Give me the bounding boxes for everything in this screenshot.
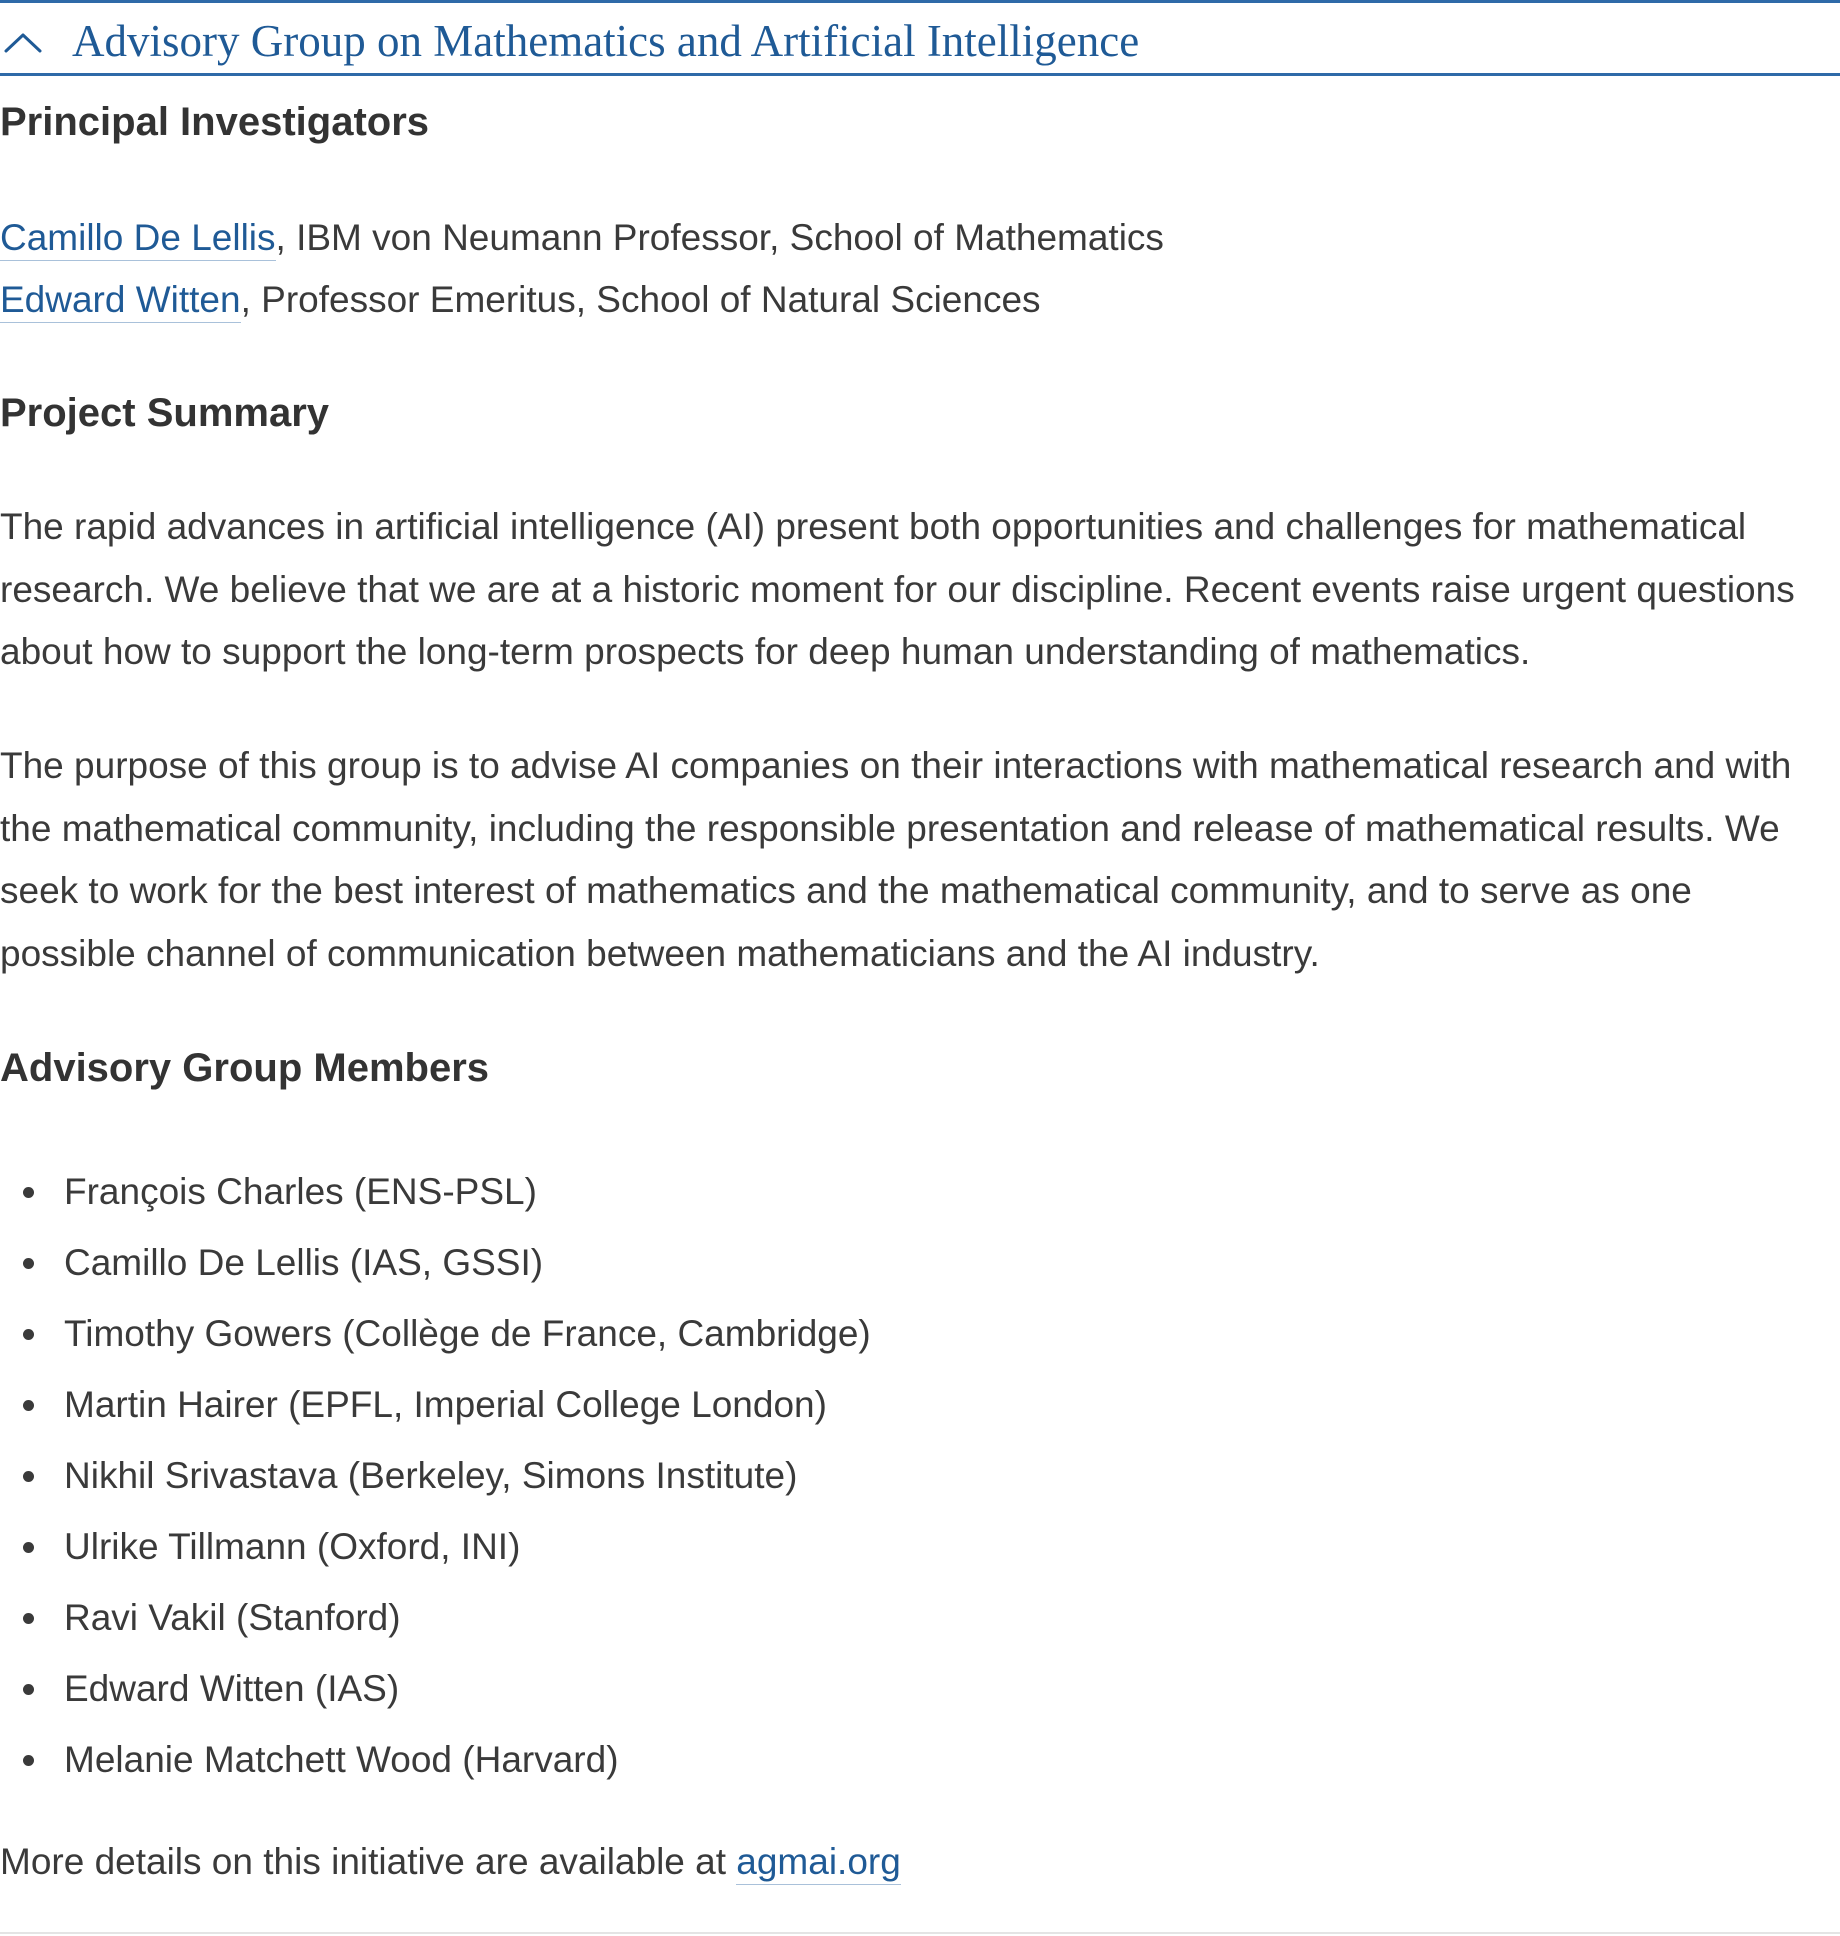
list-item	[0, 1724, 1200, 1795]
list-item	[0, 1227, 1200, 1298]
member-name: Edward Witten (IAS)	[64, 1668, 400, 1709]
bullet	[23, 1258, 34, 1269]
chevron-up-icon	[4, 31, 42, 55]
member-name: Melanie Matchett Wood (Harvard)	[64, 1739, 619, 1780]
member-name: Timothy Gowers (Collège de France, Cambridge)	[64, 1313, 871, 1354]
member-name: Nikhil Srivastava (Berkeley, Simons Institute)	[64, 1455, 798, 1496]
list-item	[0, 1156, 1200, 1227]
investigator-role: , IBM von Neumann Professor, School of Mathematics	[275, 217, 1164, 258]
investigator-link-de-lellis[interactable]: Camillo De Lellis	[0, 217, 276, 261]
member-name: Ravi Vakil (Stanford)	[64, 1597, 401, 1638]
summary-paragraph: The rapid advances in artificial intelligence (AI) present both opportunities and challenges for mathematical research. We believe that we are at a historic moment for our discipline. Recent events raise urgent questions about how to support the long-term prospects for deep human understanding of mathematics.	[0, 506, 1795, 672]
member-name: Martin Hairer (EPFL, Imperial College London)	[64, 1384, 827, 1425]
list-item	[0, 1653, 1200, 1724]
bullet	[23, 1684, 34, 1695]
accordion-divider	[0, 73, 1840, 76]
accordion-toggle[interactable]	[0, 3, 1840, 75]
summary-paragraph: The purpose of this group is to advise AI companies on their interactions with mathematical research and with the mathematical community, including the responsible presentation and release of mathematical results. We seek to work for the best interest of mathematics and the mathematical community, and to serve as one possible channel of communication between mathematicians and the AI industry.	[0, 745, 1792, 974]
bullet	[23, 1329, 34, 1340]
list-item	[0, 1440, 1200, 1511]
investigator-line	[0, 274, 1041, 326]
section-heading-principal-investigators: Principal Investigators	[0, 100, 430, 144]
list-item	[0, 1369, 1200, 1440]
footer-note	[0, 1836, 901, 1888]
footer-text: More details on this initiative are available at	[0, 1841, 737, 1882]
bullet	[23, 1400, 34, 1411]
bottom-divider	[0, 1932, 1840, 1934]
member-name: Ulrike Tillmann (Oxford, INI)	[64, 1526, 521, 1567]
section-heading-advisory-group-members: Advisory Group Members	[0, 1046, 490, 1090]
bullet	[23, 1471, 34, 1482]
member-name: François Charles (ENS-PSL)	[64, 1171, 537, 1212]
bullet	[23, 1542, 34, 1553]
bullet	[23, 1755, 34, 1766]
accordion-title[interactable]: Advisory Group on Mathematics and Artificial Intelligence	[72, 16, 1140, 66]
list-item	[0, 1511, 1200, 1582]
investigator-line	[0, 212, 1164, 264]
investigator-link-witten[interactable]: Edward Witten	[0, 279, 241, 323]
agmai-link[interactable]: agmai.org	[736, 1841, 901, 1885]
member-name: Camillo De Lellis (IAS, GSSI)	[64, 1242, 544, 1283]
bullet	[23, 1613, 34, 1624]
list-item	[0, 1582, 1200, 1653]
members-list	[0, 1156, 1200, 1795]
section-heading-project-summary: Project Summary	[0, 391, 330, 435]
investigator-role: , Professor Emeritus, School of Natural Sciences	[240, 279, 1041, 320]
bullet	[23, 1187, 34, 1198]
list-item	[0, 1298, 1200, 1369]
